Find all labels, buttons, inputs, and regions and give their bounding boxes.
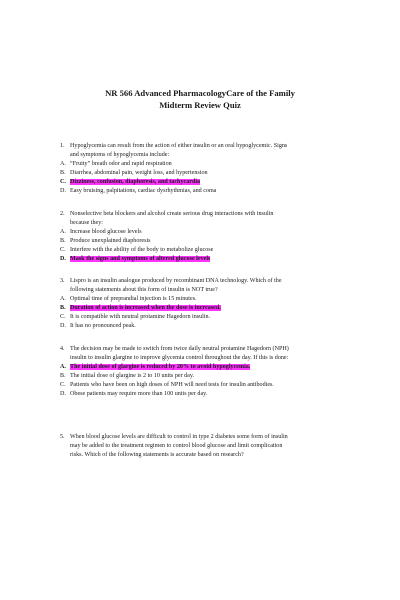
question-number: 5. — [60, 434, 65, 440]
answer-option-b-correct — [60, 304, 360, 313]
question-number: 2. — [60, 211, 65, 217]
answer-option-c — [60, 313, 360, 322]
option-text: It is compatible with neutral protamine Hagedorn insulin. — [70, 313, 211, 320]
question-number: 4. — [60, 346, 65, 352]
option-text: Easy bruising, palpitations, cardiac dysrhythmias, and coma — [70, 187, 217, 194]
answer-option-d-correct — [60, 255, 360, 264]
stem-line: risks. Which of the following statements is accurate based on research? — [70, 451, 244, 458]
stem-line: Hypoglycemia can result from the action of either insulin or an oral hypoglycemic. Signs — [70, 143, 288, 149]
option-letter: A. — [60, 363, 66, 370]
question-stem — [60, 277, 360, 295]
option-text: The initial dose of glargine is 2 to 10 units per day. — [70, 372, 195, 379]
question-2 — [60, 210, 360, 263]
option-letter: A. — [60, 160, 66, 167]
option-text: Produce unexplained diaphoresis — [70, 237, 151, 244]
question-5 — [60, 433, 360, 460]
option-letter: C. — [60, 381, 66, 388]
answer-option-b — [60, 372, 360, 381]
option-text: Interfere with the ability of the body to metabolize glucose — [70, 246, 214, 253]
option-letter: B. — [60, 304, 66, 311]
question-stem — [60, 210, 360, 228]
answer-option-d — [60, 390, 360, 399]
option-letter: C. — [60, 313, 66, 320]
stem-line: Lispro is an insulin analogue produced by recombinant DNA technology. Which of the — [70, 278, 282, 284]
option-text: Optimal time of preprandial injection is 15 minutes. — [70, 295, 197, 302]
stem-line: because they: — [70, 219, 103, 226]
option-text: “Fruity” breath odor and rapid respiration — [70, 160, 172, 167]
option-letter: B. — [60, 372, 66, 379]
option-letter: A. — [60, 228, 66, 235]
option-letter: D. — [60, 390, 66, 397]
option-text: Patients who have been on high doses of NPH will need tests for insulin antibodies. — [70, 381, 274, 388]
option-letter: D. — [60, 187, 66, 194]
option-text: It has no pronounced peak. — [70, 322, 136, 329]
option-letter: D. — [60, 255, 66, 262]
highlighted-answer-text: Duration of action is increased when the dose is increased. — [70, 304, 221, 311]
answer-option-c — [60, 246, 360, 255]
answer-option-a — [60, 228, 360, 237]
document-title: NR 566 Advanced PharmacologyCare of the Family — [105, 88, 295, 98]
question-stem — [60, 142, 360, 160]
highlighted-answer-text: Mask the signs and symptoms of altered glucose levels — [70, 255, 211, 262]
option-text: Increase blood glucose levels — [70, 228, 142, 235]
answer-option-b — [60, 169, 360, 178]
option-text: Diarrhea, abdominal pain, weight loss, and hypertension — [70, 169, 208, 176]
answer-option-d — [60, 187, 360, 196]
option-letter: C. — [60, 246, 66, 253]
highlighted-answer-text: Dizziness, confusion, diaphoresis, and tachycardia — [70, 178, 201, 185]
question-stem — [60, 345, 360, 363]
answer-option-c-correct — [60, 178, 360, 187]
answer-option-d — [60, 322, 360, 331]
stem-line: may be added to the treatment regimen to control blood glucose and limit complication — [70, 442, 283, 449]
stem-line: Nonselective beta blockers and alcohol create serious drug interactions with insulin — [70, 211, 274, 217]
answer-option-a-correct — [60, 363, 360, 372]
question-4 — [60, 345, 360, 398]
stem-line: insulin to insulin glargine to improve glycemia control throughout the day. If this is done: — [70, 354, 289, 361]
document-subtitle: Midterm Review Quiz — [159, 100, 241, 110]
question-number: 3. — [60, 278, 65, 284]
stem-line: and symptoms of hypoglycemia include: — [70, 151, 170, 158]
option-letter: D. — [60, 322, 66, 329]
answer-option-a — [60, 160, 360, 169]
stem-line: following statements about this form of insulin is NOT true? — [70, 286, 218, 293]
option-letter: B. — [60, 237, 66, 244]
stem-line: When blood glucose levels are difficult to control in type 2 diabetes some form of insulin — [70, 434, 288, 440]
question-3 — [60, 277, 360, 330]
stem-line: The decision may be made to switch from twice daily neutral protamine Hagedorn (NPH) — [70, 346, 289, 352]
answer-option-b — [60, 237, 360, 246]
question-1 — [60, 142, 360, 195]
option-text: Obese patients may require more than 100 units per day. — [70, 390, 208, 397]
answer-option-c — [60, 381, 360, 390]
question-number: 1. — [60, 143, 65, 149]
option-letter: C. — [60, 178, 66, 185]
answer-option-a — [60, 295, 360, 304]
option-letter: B. — [60, 169, 66, 176]
option-letter: A. — [60, 295, 66, 302]
highlighted-answer-text: The initial dose of glargine is reduced by 20% to avoid hypoglycemia. — [70, 363, 251, 370]
question-stem — [60, 433, 360, 460]
